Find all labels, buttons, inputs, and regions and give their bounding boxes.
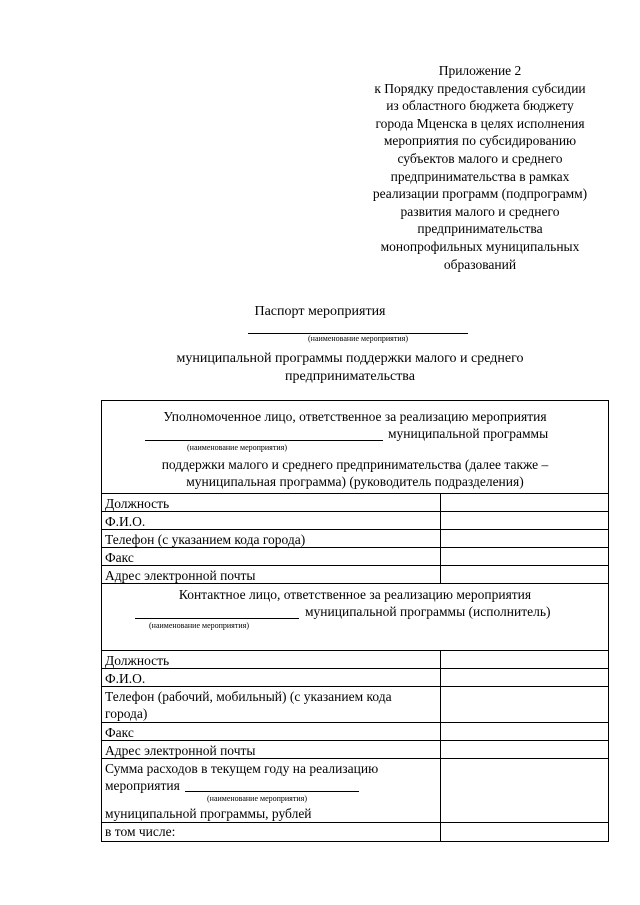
section1-heading-line2: муниципальной программы <box>388 426 549 441</box>
row-divider <box>101 529 609 530</box>
expenses-label-line3: муниципальной программы, рублей <box>105 806 312 821</box>
row-label-phone-line2: города) <box>105 706 148 721</box>
section2-event-caption: (наименование мероприятия) <box>149 621 249 630</box>
row-label-position: Должность <box>105 496 170 511</box>
row-divider <box>101 493 609 494</box>
section2-heading-line2: муниципальной программы (исполнитель) <box>305 604 551 619</box>
table-border-top <box>101 400 609 401</box>
appendix-line: реализации программ (подпрограмм) <box>372 186 588 202</box>
row-label-full-name: Ф.И.О. <box>105 514 146 529</box>
row-divider <box>101 565 609 566</box>
section1-heading-line1: Уполномоченное лицо, ответственное за реализацию мероприятия <box>163 409 547 424</box>
subtitle-line-1: муниципальной программы поддержки малого и среднего <box>176 351 524 366</box>
expenses-label-line1: Сумма расходов в текущем году на реализацию <box>105 761 379 776</box>
appendix-line: развития малого и среднего <box>400 203 560 219</box>
document-title: Паспорт мероприятия <box>254 304 386 319</box>
column-divider <box>440 650 441 842</box>
section2-event-blank <box>135 618 299 619</box>
row-divider <box>101 722 609 723</box>
document-subtitle <box>140 350 560 386</box>
row-label-phone: Телефон (с указанием кода города) <box>105 532 306 547</box>
row-label-email: Адрес электронной почты <box>105 743 256 758</box>
section1-event-blank <box>145 440 383 441</box>
expenses-event-blank <box>185 791 359 792</box>
row-label-phone-line1: Телефон (рабочий, мобильный) (с указанием кода <box>105 689 392 704</box>
passport-form-table <box>101 400 609 842</box>
row-divider <box>101 740 609 741</box>
row-divider <box>101 650 609 651</box>
row-divider <box>101 668 609 669</box>
event-name-caption: (наименование мероприятия) <box>308 334 408 343</box>
appendix-line: к Порядку предоставления субсидии <box>374 80 586 96</box>
expenses-event-caption: (наименование мероприятия) <box>207 794 307 803</box>
row-label-fax: Факс <box>105 725 134 740</box>
row-divider <box>101 511 609 512</box>
row-label-including: в том числе: <box>105 824 176 839</box>
appendix-line: города Мценска в целях исполнения <box>375 115 585 131</box>
column-divider <box>440 493 441 584</box>
row-label-fax: Факс <box>105 550 134 565</box>
appendix-line: монопрофильных муниципальных <box>380 238 580 254</box>
row-label-full-name: Ф.И.О. <box>105 671 146 686</box>
row-label-position: Должность <box>105 653 170 668</box>
table-border-bottom <box>101 841 609 842</box>
section1-heading-line4: муниципальная программа) (руководитель подразделения) <box>186 474 524 489</box>
section1-event-caption: (наименование мероприятия) <box>187 443 287 452</box>
appendix-line: образований <box>443 256 517 272</box>
appendix-line: предпринимательства в рамках <box>390 168 570 184</box>
expenses-label-line2: мероприятия <box>105 778 180 793</box>
row-label-email: Адрес электронной почты <box>105 568 256 583</box>
row-divider <box>101 686 609 687</box>
row-divider <box>101 822 609 823</box>
appendix-line: из областного бюджета бюджету <box>386 98 574 114</box>
section2-heading-line1: Контактное лицо, ответственное за реализацию мероприятия <box>178 587 532 602</box>
appendix-line: предпринимательства <box>417 221 543 237</box>
section1-heading-line3: поддержки малого и среднего предпринимательства (далее также – <box>161 457 549 472</box>
appendix-header <box>352 62 608 273</box>
appendix-line: субъектов малого и среднего <box>397 150 563 166</box>
appendix-line: мероприятия по субсидированию <box>383 133 577 149</box>
subtitle-line-2: предпринимательства <box>285 369 415 384</box>
appendix-line: Приложение 2 <box>438 63 522 78</box>
